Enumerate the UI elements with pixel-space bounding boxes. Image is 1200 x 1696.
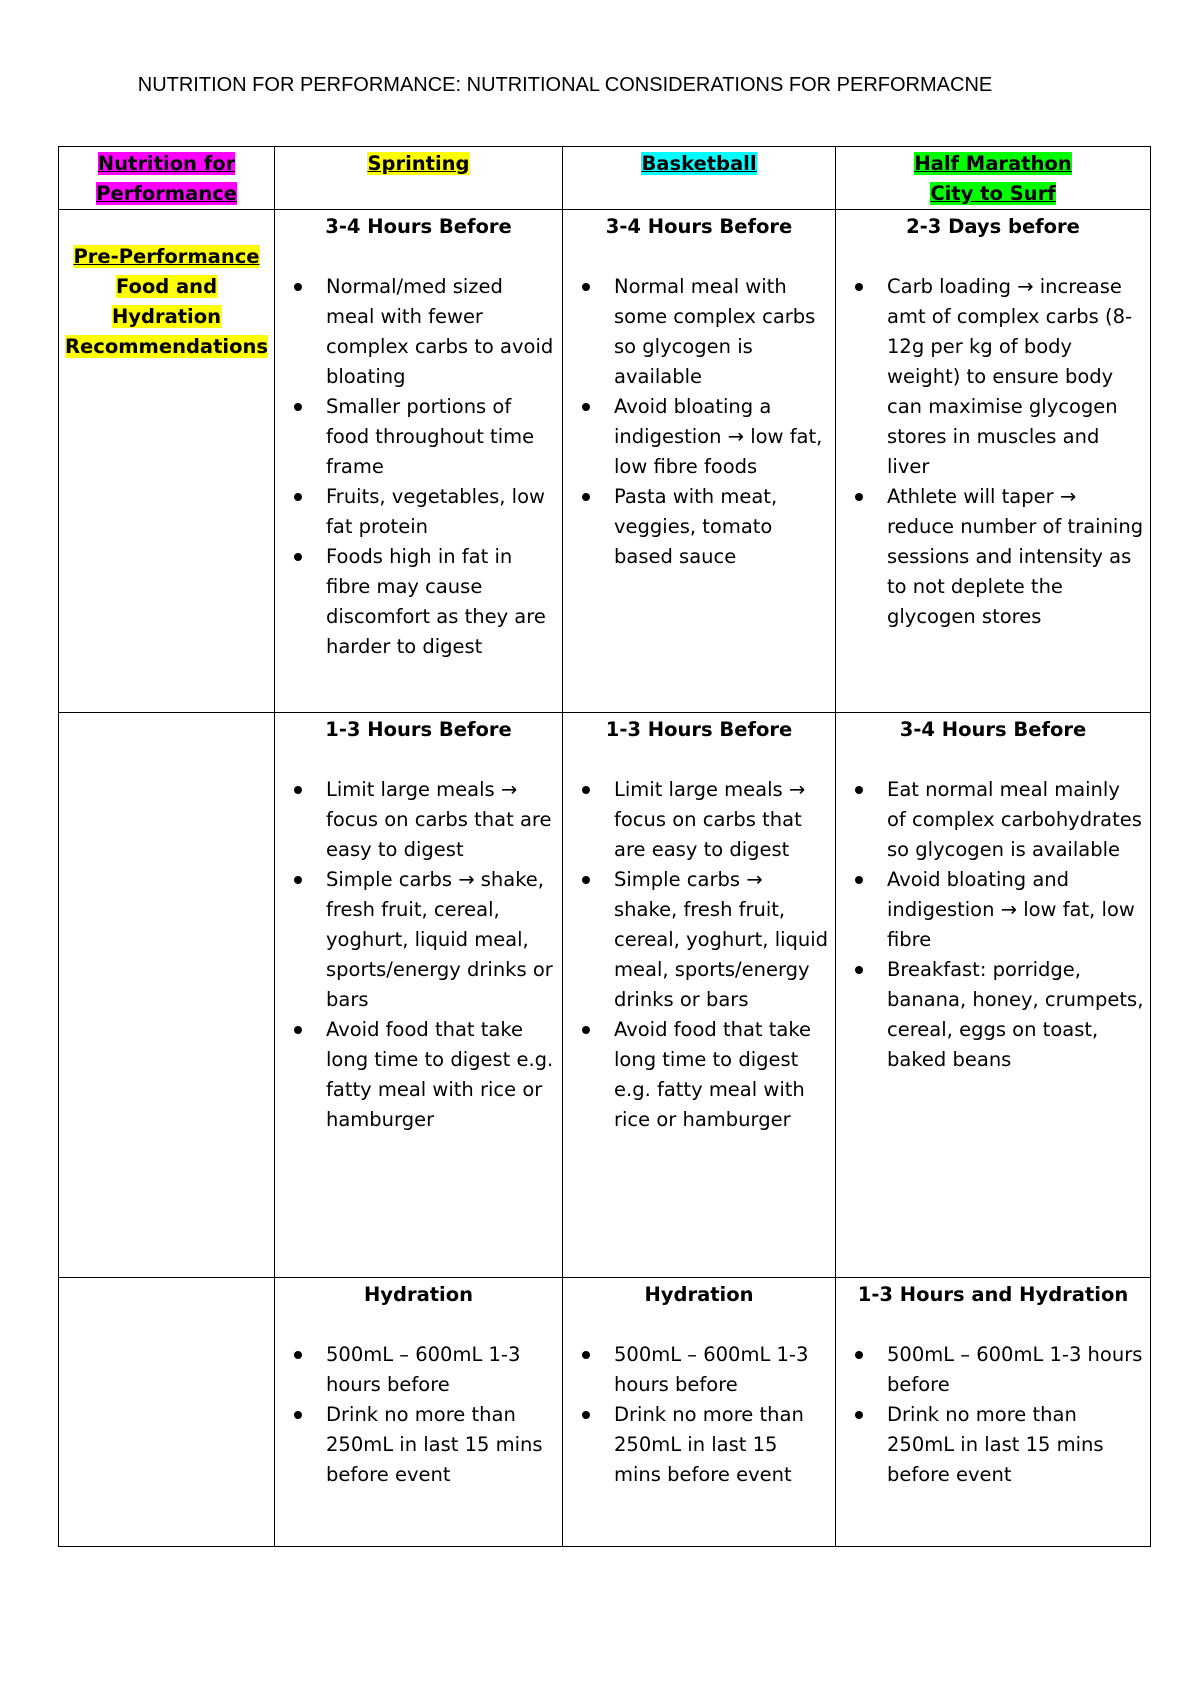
bullet-item: Breakfast: porridge, banana, honey, crumpets, cereal, eggs on toast, baked beans <box>887 955 1144 1075</box>
header-basketball: Basketball <box>641 152 757 175</box>
bullet-item: Avoid food that take long time to digest e.g. fatty meal with rice or hamburger <box>326 1015 556 1135</box>
cell-heading: 3-4 Hours Before <box>325 215 512 238</box>
bullet-item: Simple carbs → shake, fresh fruit, cereal, yoghurt, liquid meal, sports/energy drinks or bars <box>326 865 556 1015</box>
header-cell-sprinting <box>275 147 563 210</box>
basketball-cell <box>563 713 836 1278</box>
bullet-item: Pasta with meat, veggies, tomato based sauce <box>614 482 829 572</box>
row-label-line3: Hydration <box>111 305 222 328</box>
row-label-line4: Recommendations <box>65 335 268 358</box>
row-label-line1: Pre-Performance <box>73 245 260 268</box>
bullet-item: Eat normal meal mainly of complex carbohydrates so glycogen is available <box>887 775 1144 865</box>
cell-heading: 1-3 Hours Before <box>325 718 512 741</box>
header-cell-half-marathon <box>836 147 1151 210</box>
bullet-item: Fruits, vegetables, low fat protein <box>326 482 556 542</box>
row-label <box>65 242 268 362</box>
empty-label-cell <box>59 713 275 1278</box>
cell-heading: 3-4 Hours Before <box>605 215 793 238</box>
half-marathon-cell <box>836 1278 1151 1547</box>
bullet-item: Simple carbs → shake, fresh fruit, cereal, yoghurt, liquid meal, sports/energy drinks or bars <box>614 865 829 1015</box>
cell-heading: 1-3 Hours Before <box>605 718 793 741</box>
bullet-item: Avoid food that take long time to digest e.g. fatty meal with rice or hamburger <box>614 1015 829 1135</box>
half-marathon-cell <box>836 713 1151 1278</box>
bullet-list <box>842 775 1144 1075</box>
cell-heading: 1-3 Hours and Hydration <box>857 1283 1129 1306</box>
cell-heading: 3-4 Hours Before <box>899 718 1087 741</box>
sprinting-cell <box>275 713 563 1278</box>
bullet-item: Drink no more than 250mL in last 15 mins before event <box>614 1400 829 1490</box>
header-nutrition-line1: Nutrition for <box>97 152 236 175</box>
table-row <box>59 1278 1151 1547</box>
bullet-list <box>281 272 556 662</box>
bullet-list <box>281 775 556 1135</box>
document-title: NUTRITION FOR PERFORMANCE: NUTRITIONAL CONSIDERATIONS FOR PERFORMACNE <box>137 74 993 96</box>
bullet-item: Foods high in fat in fibre may cause discomfort as they are harder to digest <box>326 542 556 662</box>
bullet-list <box>281 1340 556 1490</box>
bullet-item: Athlete will taper → reduce number of training sessions and intensity as to not deplete the glycogen stores <box>887 482 1144 632</box>
header-cell-nutrition <box>59 147 275 210</box>
bullet-item: 500mL – 600mL 1-3 hours before <box>887 1340 1144 1400</box>
bullet-item: Smaller portions of food throughout time frame <box>326 392 556 482</box>
basketball-cell <box>563 210 836 713</box>
header-nutrition-line2: Performance <box>96 182 237 205</box>
nutrition-table <box>58 146 1151 1547</box>
header-half-marathon-line1: Half Marathon <box>914 152 1072 175</box>
bullet-list <box>842 1340 1144 1490</box>
bullet-item: Normal/med sized meal with fewer complex carbs to avoid bloating <box>326 272 556 392</box>
sprinting-cell <box>275 1278 563 1547</box>
bullet-item: Normal meal with some complex carbs so glycogen is available <box>614 272 829 392</box>
header-sprinting: Sprinting <box>367 152 470 175</box>
header-half-marathon-line2: City to Surf <box>930 182 1056 205</box>
bullet-item: Carb loading → increase amt of complex carbs (8-12g per kg of body weight) to ensure body can maximise glycogen stores in muscles and liver <box>887 272 1144 482</box>
bullet-item: Avoid bloating a indigestion → low fat, low fibre foods <box>614 392 829 482</box>
half-marathon-cell <box>836 210 1151 713</box>
header-cell-basketball <box>563 147 836 210</box>
bullet-item: Drink no more than 250mL in last 15 mins before event <box>326 1400 556 1490</box>
bullet-list <box>569 272 829 572</box>
empty-label-cell <box>59 1278 275 1547</box>
bullet-item: Limit large meals → focus on carbs that are easy to digest <box>326 775 556 865</box>
bullet-item: 500mL – 600mL 1-3 hours before <box>326 1340 556 1400</box>
bullet-item: 500mL – 600mL 1-3 hours before <box>614 1340 829 1400</box>
cell-heading: 2-3 Days before <box>906 215 1080 238</box>
row-label-cell <box>59 210 275 713</box>
bullet-list <box>842 272 1144 632</box>
bullet-item: Limit large meals → focus on carbs that are easy to digest <box>614 775 829 865</box>
bullet-item: Drink no more than 250mL in last 15 mins before event <box>887 1400 1144 1490</box>
header-row <box>59 147 1151 210</box>
bullet-list <box>569 775 829 1135</box>
bullet-item: Avoid bloating and indigestion → low fat, low fibre <box>887 865 1144 955</box>
table-row <box>59 210 1151 713</box>
basketball-cell <box>563 1278 836 1547</box>
sprinting-cell <box>275 210 563 713</box>
cell-heading: Hydration <box>363 1283 474 1306</box>
bullet-list <box>569 1340 829 1490</box>
row-label-line2: Food and <box>115 275 218 298</box>
table-row <box>59 713 1151 1278</box>
cell-heading: Hydration <box>644 1283 754 1306</box>
